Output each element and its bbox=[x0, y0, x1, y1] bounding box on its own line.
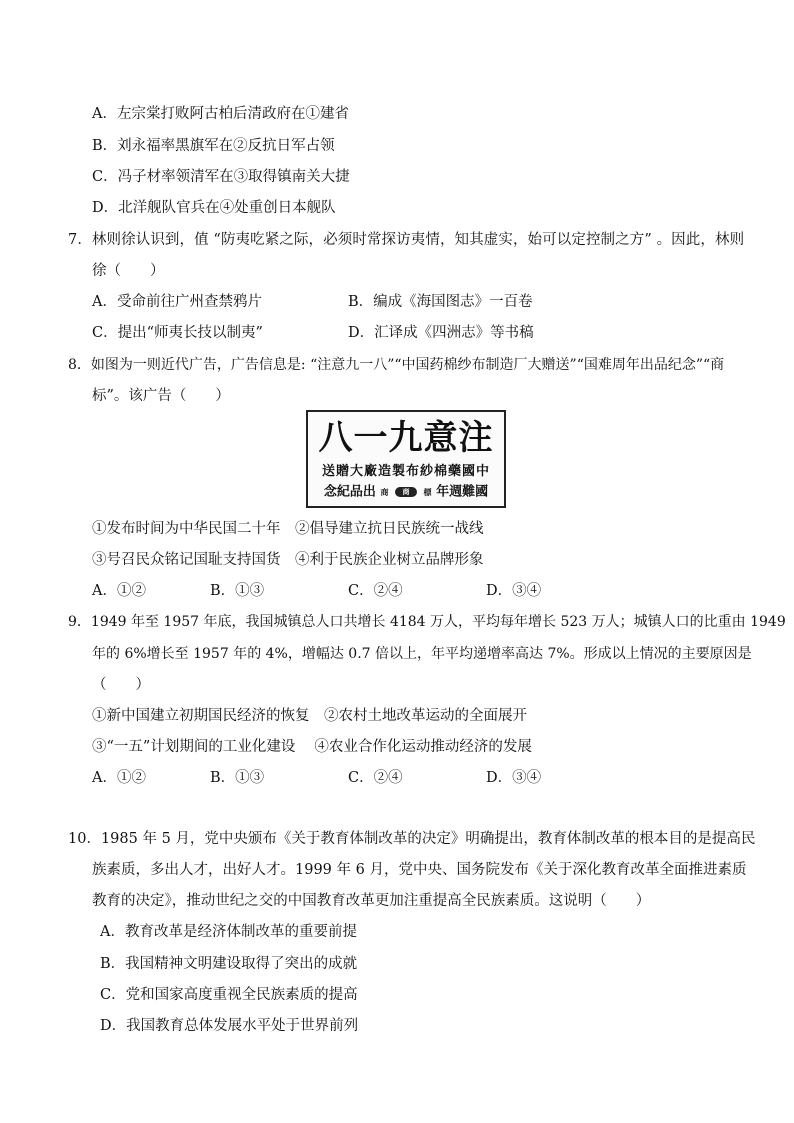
advertisement-image bbox=[306, 410, 506, 508]
q9-stem-line2: 年的 6%增长至 1957 年的 4%，增幅达 0.7 倍以上，年平均递增率高达 7%。形成以上情况的主要原因是 bbox=[92, 646, 752, 662]
q7-stem-line1: 7．林则徐认识到，值 “防夷吃紧之际，必须时常探访夷情，知其虚实，始可以定控制之方” 。因此，林则 bbox=[68, 232, 745, 248]
q7-option-c: C．提出“师夷长技以制夷” bbox=[92, 325, 263, 341]
ad-mark-text-2: 標 bbox=[423, 487, 432, 497]
ad-trademark-logo: 商 bbox=[395, 487, 417, 497]
q6-option-c: C．冯子材率领清军在③取得镇南关大捷 bbox=[92, 169, 350, 185]
q9-option-b: B．①③ bbox=[210, 770, 265, 786]
q9-items-line1: ①新中国建立初期国民经济的恢复 ②农村土地改革运动的全面展开 bbox=[92, 708, 527, 724]
q10-stem-line3: 教育的决定》，推动世纪之交的中国教育改革更加注重提高全民族素质。这说明（ ） bbox=[92, 893, 651, 909]
q6-option-d: D．北洋舰队官兵在④处重创日本舰队 bbox=[92, 200, 336, 216]
q8-items-line2: ③号召民众铭记国耻支持国货 ④利于民族企业树立品牌形象 bbox=[92, 552, 484, 568]
q9-stem-line1: 9．1949 年至 1957 年底，我国城镇总人口共增长 4184 万人，平均每年增长 523 万人；城镇人口的比重由 1949 bbox=[68, 614, 786, 630]
q10-option-b: B．我国精神文明建设取得了突出的成就 bbox=[100, 956, 358, 972]
q7-option-b: B．编成《海国图志》一百卷 bbox=[348, 294, 533, 310]
q9-option-c: C．②④ bbox=[348, 770, 403, 786]
q7-option-a: A．受命前往广州查禁鸦片 bbox=[92, 294, 262, 310]
ad-subline-2 bbox=[308, 484, 504, 501]
ad-subline-2-left: 念紀品出 bbox=[323, 484, 376, 500]
q9-option-a: A．①② bbox=[92, 770, 146, 786]
ad-mark-text: 商 bbox=[380, 487, 389, 497]
q7-stem-line2: 徐（ ） bbox=[92, 263, 165, 279]
q9-option-d: D．③④ bbox=[486, 770, 542, 786]
q7-option-d: D．汇译成《四洲志》等书稿 bbox=[348, 325, 534, 341]
q10-stem-line1: 10．1985 年 5 月，党中央颁布《关于教育体制改革的决定》明确提出，教育体制改革的根本目的是提高民 bbox=[68, 831, 756, 847]
ad-subline-2-right: 年週難國 bbox=[436, 484, 489, 500]
ad-headline: 八一九意注 bbox=[318, 418, 494, 458]
q8-stem-line2: 标”。该广告（ ） bbox=[92, 388, 230, 404]
q9-stem-line3: （ ） bbox=[92, 677, 150, 693]
q10-option-c: C．党和国家高度重视全民族素质的提高 bbox=[100, 987, 358, 1003]
q8-option-c: C．②④ bbox=[348, 583, 403, 599]
q8-stem-line1: 8．如图为一则近代广告，广告信息是: “注意九一八”“中国药棉纱布制造厂大赠送”“国难周年出品纪念”“商 bbox=[68, 357, 725, 373]
ad-subline-1: 送贈大廠造製布紗棉藥國中 bbox=[321, 464, 490, 479]
q8-option-a: A．①② bbox=[92, 583, 146, 599]
q8-option-d: D．③④ bbox=[486, 583, 542, 599]
q6-option-a: A．左宗棠打败阿古柏后清政府在①建省 bbox=[92, 106, 349, 122]
q6-option-b: B．刘永福率黑旗军在②反抗日军占领 bbox=[92, 138, 335, 154]
q9-items-line2: ③“一五”计划期间的工业化建设 ④农业合作化运动推动经济的发展 bbox=[92, 739, 532, 755]
q8-items-line1: ①发布时间为中华民国二十年 ②倡导建立抗日民族统一战线 bbox=[92, 521, 484, 537]
q10-option-d: D．我国教育总体发展水平处于世界前列 bbox=[100, 1018, 359, 1034]
q8-option-b: B．①③ bbox=[210, 583, 265, 599]
q10-stem-line2: 族素质，多出人才，出好人才。1999 年 6 月，党中央、国务院发布《关于深化教育改革全面推进素质 bbox=[92, 862, 747, 878]
q10-option-a: A．教育改革是经济体制改革的重要前提 bbox=[100, 924, 357, 940]
